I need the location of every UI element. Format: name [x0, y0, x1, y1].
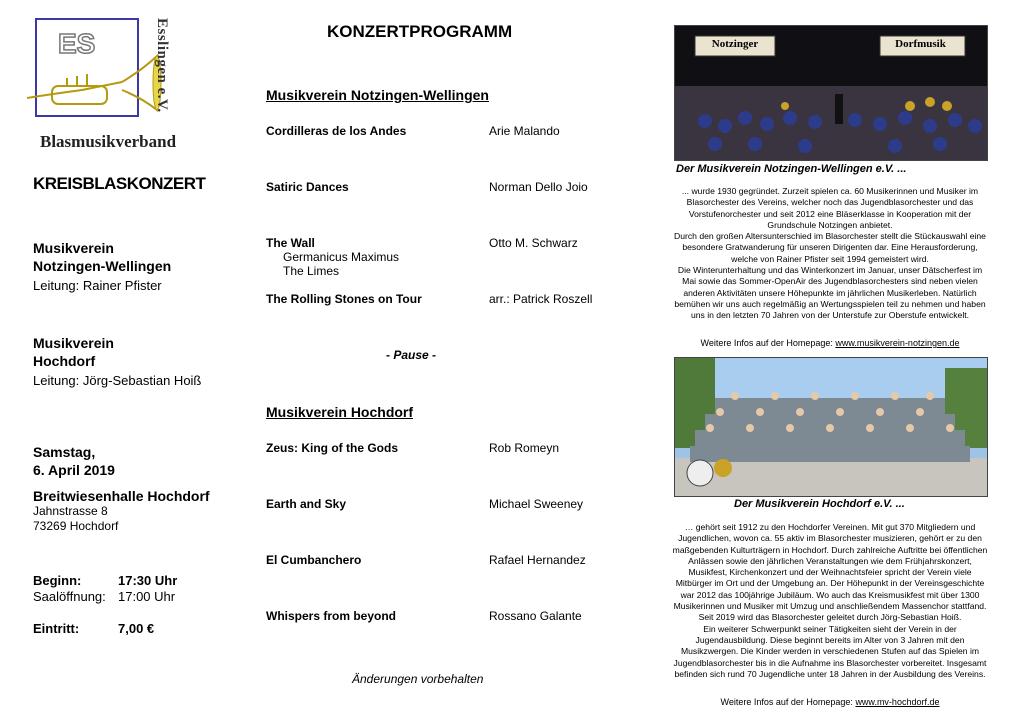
piece-title: El Cumbanchero: [266, 553, 362, 567]
text-notzingen: ... wurde 1930 gegründet. Zurzeit spielen ca. 60 Musikerinnen und Musiker im Blasorchester des Vereins, welcher noch das Jugendblasorchester und das Vorstufenorchester und seit 2012 eine Bläserklasse in Kooperation mit der Grundschule Notzingen anbietet. Durch den großen Altersunterschied im Blasorchester stellt die Stückauswahl eine besondere Gratwanderung für unseren Dirigenten dar. Eine Herausforderung, welche von Rainer Pfister seit 1994 gemeistert wird. Die Winterunterhaltung und das Winterkonzert im Januar, unser Dätscherfest im Mai sowie das Sommer-OpenAir des Jugendblasorchesters sind neben vielen anderen Aktivitäten unsere Höhepunkte im jährlichen Musikerleben. Natürlich bemühen wir uns auch regelmäßig an Wertungsspielen teil zu nehmen und haben uns in den letzten 70 Jahren von der Unterstufe zur Oberstufe entwickelt.: [674, 186, 986, 321]
band2-leader: Leitung: Jörg-Sebastian Hoiß: [33, 373, 202, 388]
homepage-link-notzingen[interactable]: www.musikverein-notzingen.de: [835, 338, 960, 348]
piece-composer: Rob Romeyn: [489, 441, 560, 455]
piece-title: Earth and Sky: [266, 497, 347, 511]
changes-note: Änderungen vorbehalten: [352, 672, 484, 686]
photo-hochdorf: [674, 357, 988, 497]
piece-composer: Otto M. Schwarz: [489, 236, 578, 250]
pause-label: - Pause -: [386, 348, 437, 362]
piece-composer: Arie Malando: [489, 124, 560, 138]
section-hochdorf: Musikverein Hochdorf: [266, 404, 414, 420]
section-notzingen: Musikverein Notzingen-Wellingen: [266, 87, 489, 103]
piece-movement: The Limes: [283, 264, 340, 278]
info-notzingen: Weitere Infos auf der Homepage: www.musikverein-notzingen.de: [700, 338, 960, 348]
text-hochdorf: … gehört seit 1912 zu den Hochdorfer Vereinen. Mit gut 370 Mitgliedern und Jugendlichen, wovon ca. 55 aktiv im Blasorchester musizieren, gehört er zu den maßgebenden Kulturträgern in Hochdorf. Durch zahlreiche Auftritte bei öffentlichen Anlässen sowie den jährlichen Veranstaltungen wie dem Frühjahrskonzert, Musikfest, Kirchenkonzert und der Weihnachtsfeier spricht der Verein viele Mitbürger im Ort und der Umgebung an. Der Höhepunkt in der Vereinsgeschichte war 2012 das 100jährige Jubiläum. Wo auch das Kreismusikfest mit über 1300 Musikerinnen und Musiker mit Umzug und anschließendem Massenchor stattfand. Seit 2019 wird das Blasorchester geleitet durch Jörg-Sebastian Hoiß. Ein weiterer Schwerpunkt seiner Tätigkeiten sieht der Verein in der Jugendausbildung. Diese beginnt bereits im Alter von 3 Jahren mit den Musikzwergen. Die Kinder werden in verschiedenen Stufen auf das Spielen im Jugendblasorchester bis in die Aufnahme ins Blasorchester vorbereitet. Insgesamt befinden sich rund 70 Jugendliche unter 18 Jahren in der Ausbildung des Vereins.: [672, 522, 988, 679]
caption-notzingen: Der Musikverein Notzingen-Wellingen e.V. ...: [676, 163, 907, 175]
piece-composer: arr.: Patrick Roszell: [489, 292, 593, 306]
logo-letters: ES: [58, 28, 96, 59]
logo-side-text: Esslingen e.V.: [154, 18, 170, 113]
info-hochdorf: Weitere Infos auf der Homepage: www.mv-hochdorf.de: [720, 697, 940, 707]
piece-title: Whispers from beyond: [266, 609, 397, 623]
piece-composer: Rafael Hernandez: [489, 553, 586, 567]
piece-title: Satiric Dances: [266, 180, 349, 194]
event-date: Samstag, 6. April 2019: [33, 444, 115, 478]
begin-row: Beginn: 17:30 Uhr: [33, 573, 178, 588]
piece-title: Zeus: King of the Gods: [266, 441, 398, 455]
entry-row: Eintritt: 7,00 €: [33, 621, 155, 636]
banner-left: Notzinger: [711, 38, 759, 50]
piece-title: The Rolling Stones on Tour: [266, 292, 422, 306]
program-title: KONZERTPROGRAMM: [327, 22, 513, 41]
venue-address: Jahnstrasse 8 73269 Hochdorf: [33, 504, 119, 533]
piece-movement: Germanicus Maximus: [283, 250, 400, 264]
caption-hochdorf: Der Musikverein Hochdorf e.V. ...: [734, 498, 905, 510]
band1-name: Musikverein Notzingen-Wellingen: [33, 240, 172, 274]
banner-right: Dorfmusik: [895, 38, 946, 50]
venue-name: Breitwiesenhalle Hochdorf: [33, 488, 210, 504]
event-title: KREISBLASKONZERT: [33, 174, 206, 193]
homepage-link-hochdorf[interactable]: www.mv-hochdorf.de: [855, 697, 940, 707]
logo-name: Blasmusikverband: [40, 132, 177, 151]
piece-title: The Wall: [266, 236, 315, 250]
piece-composer: Norman Dello Joio: [489, 180, 588, 194]
piece-composer: Michael Sweeney: [489, 497, 584, 511]
piece-title: Cordilleras de los Andes: [266, 124, 407, 138]
band1-leader: Leitung: Rainer Pfister: [33, 278, 162, 293]
doors-row: Saalöffnung: 17:00 Uhr: [33, 589, 176, 604]
piece-composer: Rossano Galante: [489, 609, 582, 623]
orchestra-photo: [675, 358, 987, 496]
band2-name: Musikverein Hochdorf: [33, 335, 114, 369]
